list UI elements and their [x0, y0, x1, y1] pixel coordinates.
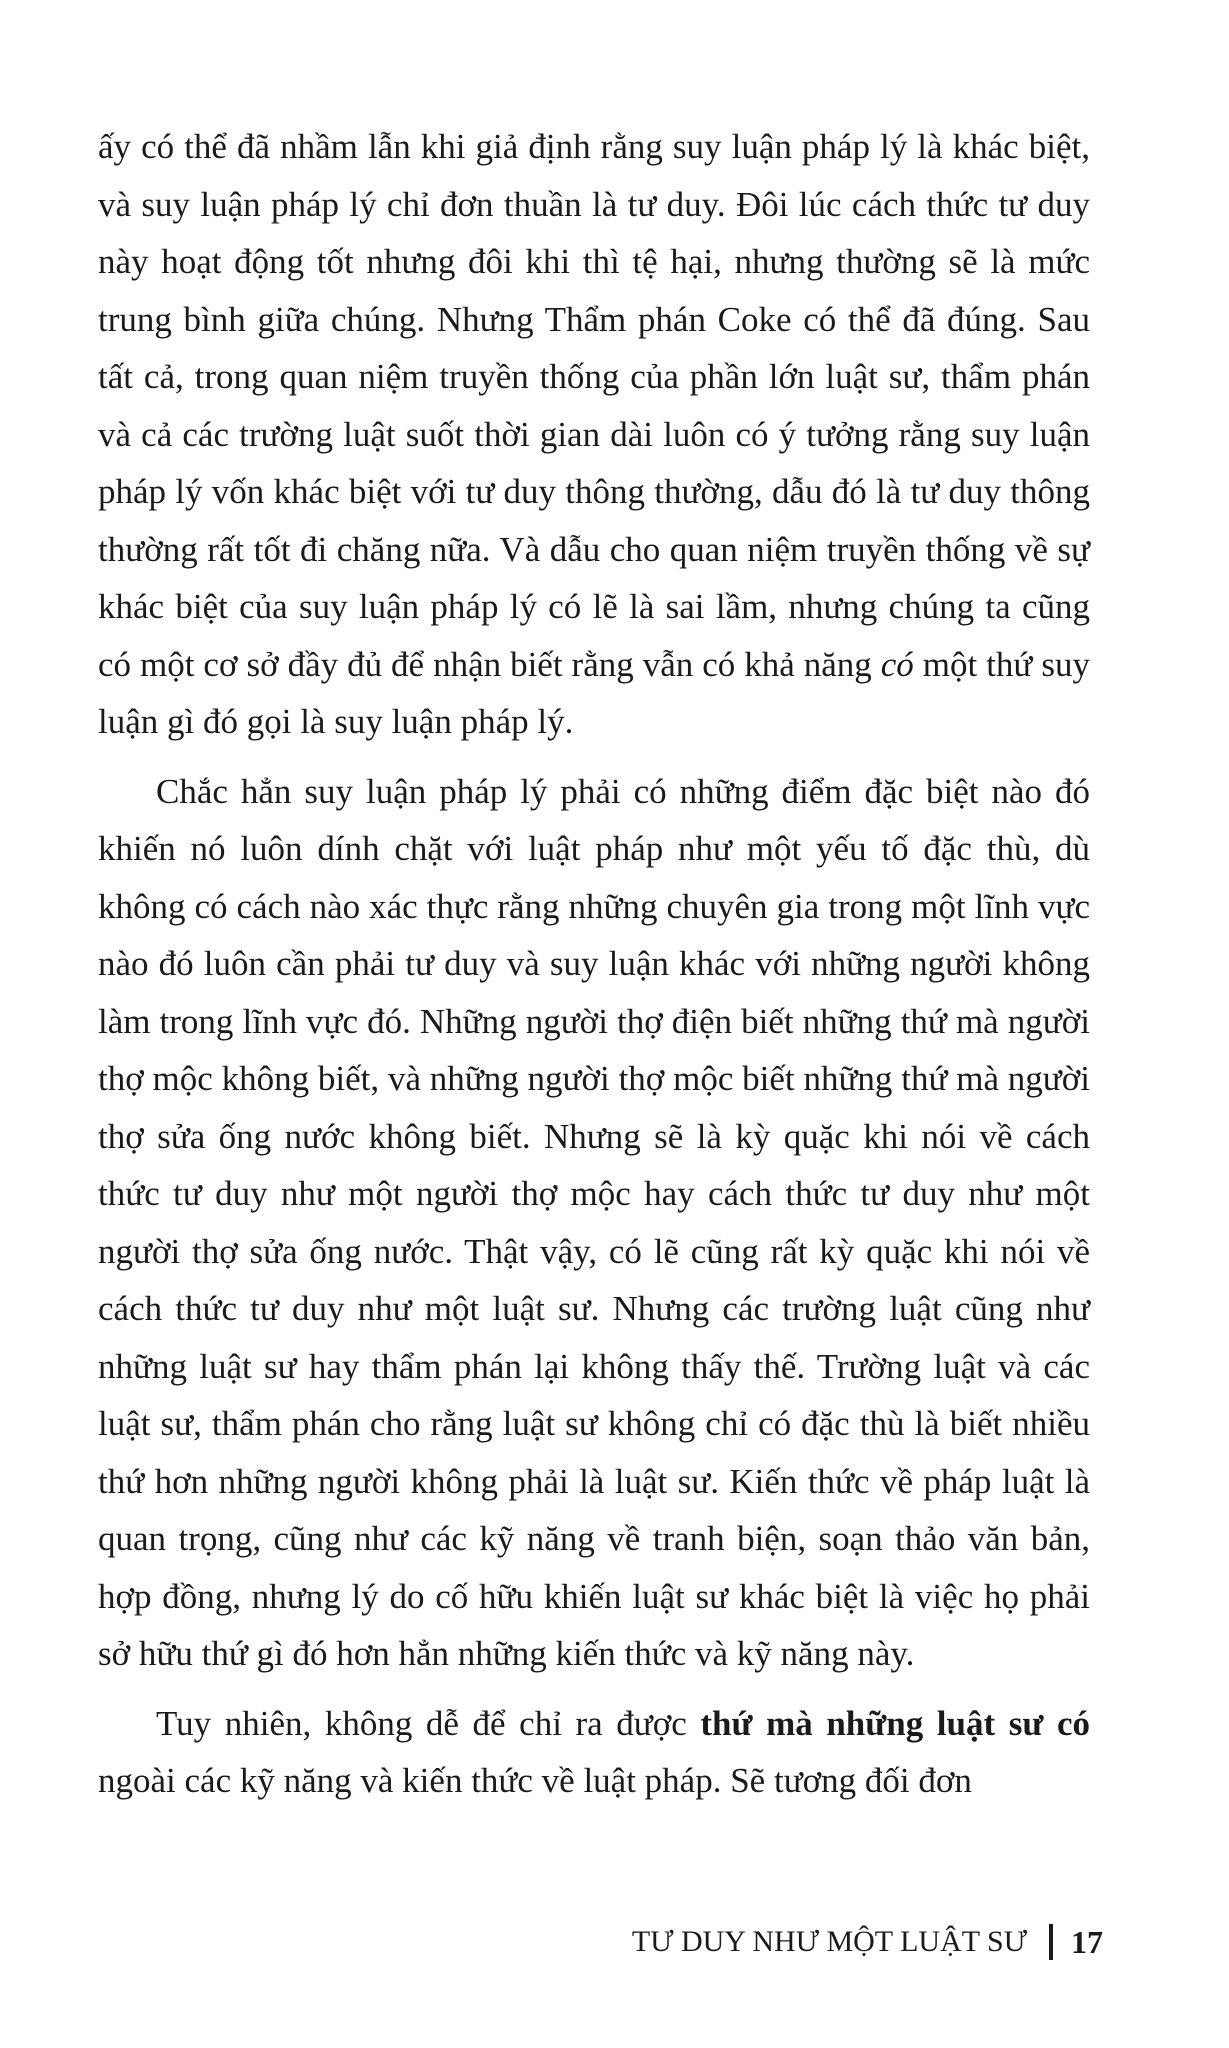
paragraph: [98, 763, 1090, 1683]
text-run: ngoài các kỹ năng và kiến thức về luật pháp. Sẽ tương đối đơn: [98, 1761, 972, 1800]
paragraph: [98, 118, 1090, 751]
text-run: ấy có thể đã nhầm lẫn khi giả định rằng suy luận pháp lý là khác biệt, và suy luận pháp lý chỉ đơn thuần là tư duy. Đôi lúc cách thức tư duy này hoạt động tốt nhưng đôi khi thì tệ hại, nhưng thường sẽ là mức trung bình giữa chúng. Nhưng Thẩm phán Coke có thể đã đúng. Sau tất cả, trong quan niệm truyền thống của phần lớn luật sư, thẩm phán và cả các trường luật suốt thời gian dài luôn có ý tưởng rằng suy luận pháp lý vốn khác biệt với tư duy thông thường, dẫu đó là tư duy thông thường rất tốt đi chăng nữa. Và dẫu cho quan niệm truyền thống về sự khác biệt của suy luận pháp lý có lẽ là sai lầm, nhưng chúng ta cũng có một cơ sở đầy đủ để nhận biết rằng vẫn có khả năng: [98, 127, 1090, 684]
footer-divider: [1049, 1924, 1053, 1960]
body-text: [98, 118, 1090, 1810]
italic-run: có: [880, 644, 914, 684]
running-title: TƯ DUY NHƯ MỘT LUẬT SƯ: [631, 1925, 1027, 1958]
page-footer: [632, 1922, 1103, 1962]
page-number: 17: [1071, 1923, 1103, 1960]
paragraph: [98, 1695, 1090, 1810]
text-run: một thứ suy luận gì đó gọi là suy luận pháp lý.: [98, 644, 1090, 741]
text-run: Chắc hẳn suy luận pháp lý phải có những điểm đặc biệt nào đó khiến nó luôn dính chặt với luật pháp như một yếu tố đặc thù, dù không có cách nào xác thực rằng những chuyên gia trong một lĩnh vực nào đó luôn cần phải tư duy và suy luận khác với những người không làm trong lĩnh vực đó. Những người thợ điện biết những thứ mà người thợ mộc không biết, và những người thợ mộc biết những thứ mà người thợ sửa ống nước không biết. Nhưng sẽ là kỳ quặc khi nói về cách thức tư duy như một người thợ mộc hay cách thức tư duy như một người thợ sửa ống nước. Thật vậy, có lẽ cũng rất kỳ quặc khi nói về cách thức tư duy như một luật sư. Nhưng các trường luật cũng như những luật sư hay thẩm phán lại không thấy thế. Trường luật và các luật sư, thẩm phán cho rằng luật sư không chỉ có đặc thù là biết nhiều thứ hơn những người không phải là luật sư. Kiến thức về pháp luật là quan trọng, cũng như các kỹ năng về tranh biện, soạn thảo văn bản, hợp đồng, nhưng lý do cố hữu khiến luật sư khác biệt là việc họ phải sở hữu thứ gì đó hơn hẳn những kiến thức và kỹ năng này.: [98, 771, 1090, 1673]
text-run: Tuy nhiên, không dễ để chỉ ra được: [156, 1703, 701, 1743]
bold-run: thứ mà những luật sư có: [700, 1703, 1090, 1743]
